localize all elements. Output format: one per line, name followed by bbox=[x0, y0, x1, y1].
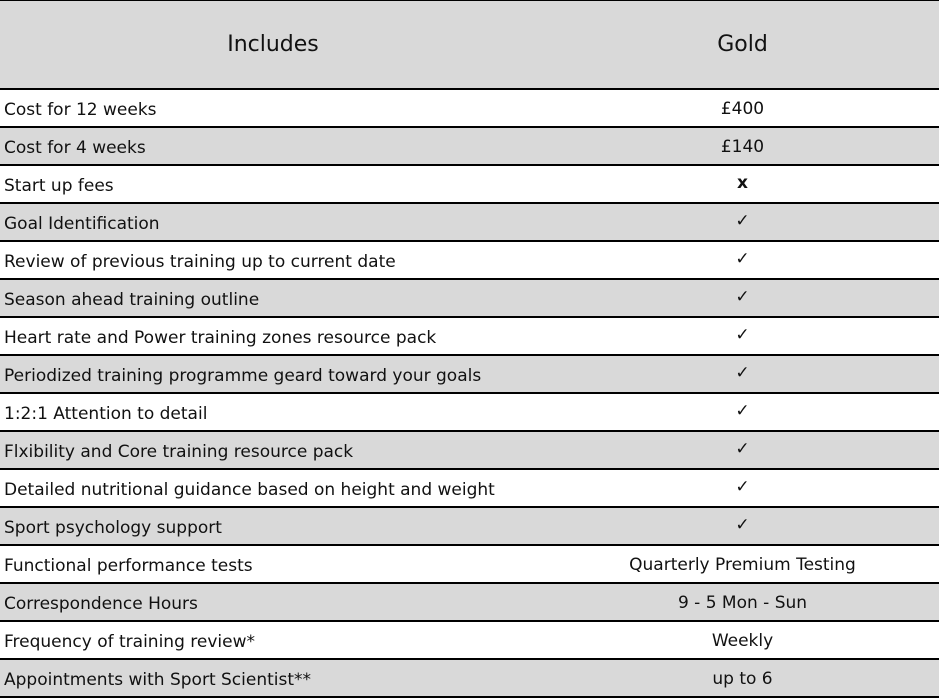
table-row bbox=[0, 166, 939, 204]
table-row bbox=[0, 584, 939, 622]
row-label: Season ahead training outline bbox=[4, 290, 260, 310]
table-row bbox=[0, 394, 939, 432]
row-value: Quarterly Premium Testing bbox=[629, 555, 856, 575]
table-body bbox=[0, 90, 939, 698]
row-label: Start up fees bbox=[4, 176, 114, 196]
row-label: Correspondence Hours bbox=[4, 594, 198, 614]
row-label: Review of previous training up to current date bbox=[4, 252, 396, 272]
header-includes: Includes bbox=[227, 32, 319, 57]
table-row bbox=[0, 546, 939, 584]
table-row bbox=[0, 356, 939, 394]
checkmark-icon: ✓ bbox=[735, 438, 750, 459]
row-label: Detailed nutritional guidance based on height and weight bbox=[4, 480, 495, 500]
row-value: £140 bbox=[720, 137, 765, 157]
checkmark-icon: ✓ bbox=[735, 248, 750, 269]
table-row bbox=[0, 470, 939, 508]
table-row bbox=[0, 508, 939, 546]
checkmark-icon: ✓ bbox=[735, 400, 750, 421]
checkmark-icon: ✓ bbox=[735, 362, 750, 383]
row-label: Flxibility and Core training resource pack bbox=[4, 442, 354, 462]
table-row bbox=[0, 204, 939, 242]
table-row bbox=[0, 128, 939, 166]
row-value: £400 bbox=[720, 99, 765, 119]
row-value: 9 - 5 Mon - Sun bbox=[677, 593, 808, 613]
table-row bbox=[0, 432, 939, 470]
checkmark-icon: ✓ bbox=[735, 324, 750, 345]
checkmark-icon: ✓ bbox=[735, 210, 750, 231]
header-plan-gold: Gold bbox=[717, 32, 768, 57]
table-row bbox=[0, 90, 939, 128]
table-header bbox=[0, 1, 939, 90]
checkmark-icon: ✓ bbox=[735, 476, 750, 497]
table-row bbox=[0, 242, 939, 280]
row-label: Goal Identification bbox=[4, 214, 160, 234]
cross-icon: x bbox=[737, 172, 748, 193]
row-label: Heart rate and Power training zones resource pack bbox=[4, 328, 437, 348]
row-label: Periodized training programme geard toward your goals bbox=[4, 366, 482, 386]
row-label: 1:2:1 Attention to detail bbox=[4, 404, 208, 424]
row-label: Cost for 4 weeks bbox=[4, 138, 146, 158]
row-label: Functional performance tests bbox=[4, 556, 253, 576]
row-value: Weekly bbox=[711, 631, 774, 651]
table-row bbox=[0, 622, 939, 660]
checkmark-icon: ✓ bbox=[735, 514, 750, 535]
row-value: up to 6 bbox=[712, 669, 773, 689]
row-label: Sport psychology support bbox=[4, 518, 222, 538]
table-row bbox=[0, 660, 939, 698]
row-label: Appointments with Sport Scientist** bbox=[4, 670, 312, 690]
checkmark-icon: ✓ bbox=[735, 286, 750, 307]
table-row bbox=[0, 280, 939, 318]
row-label: Cost for 12 weeks bbox=[4, 100, 157, 120]
row-label: Frequency of training review* bbox=[4, 632, 255, 652]
table-row bbox=[0, 318, 939, 356]
